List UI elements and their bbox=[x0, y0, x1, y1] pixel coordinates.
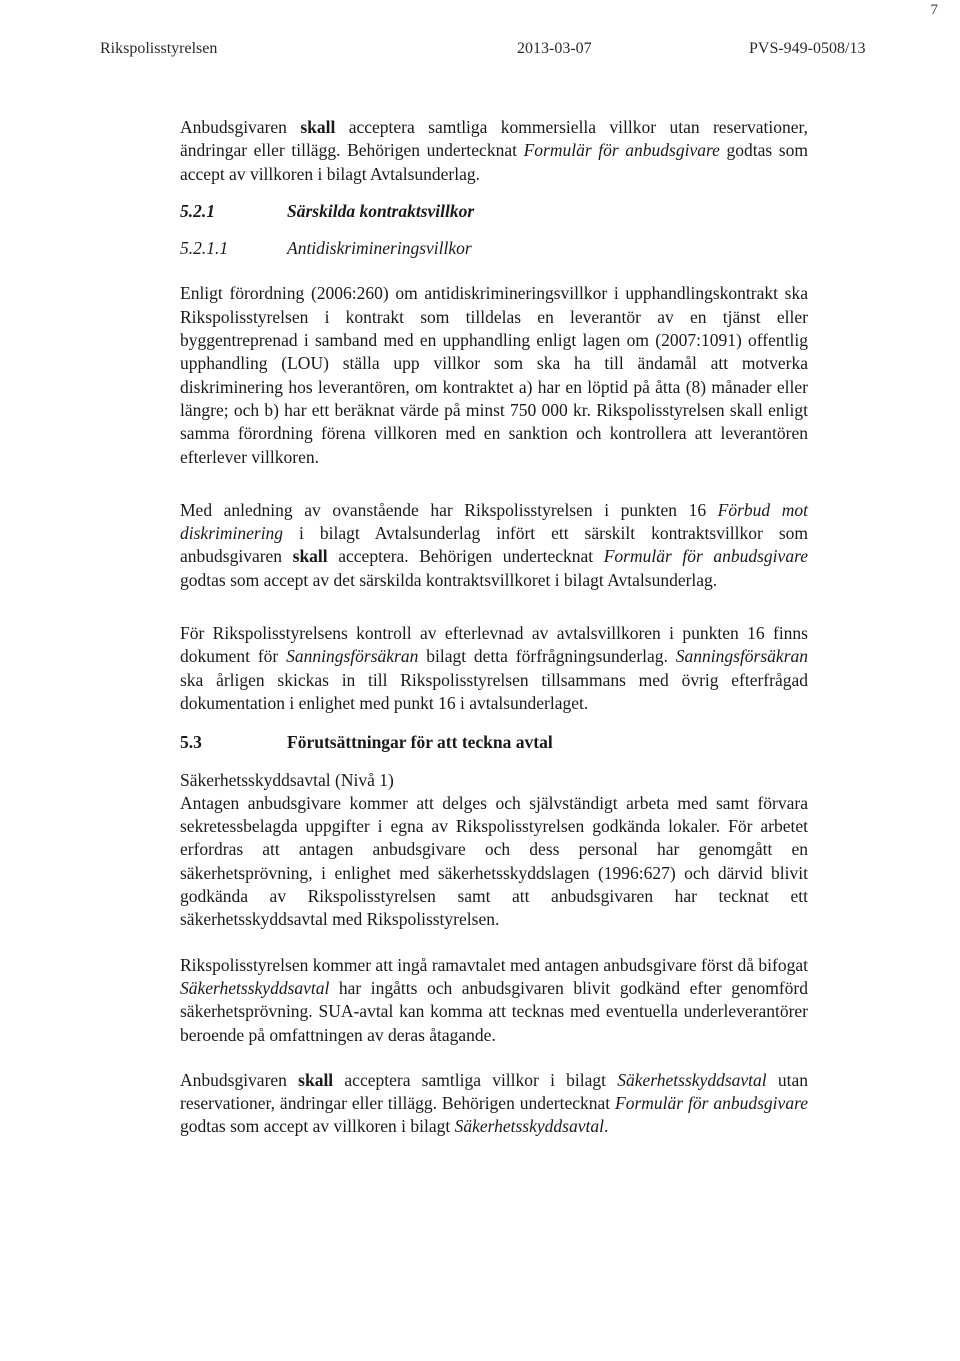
italic-text: Formulär för anbudsgivare bbox=[603, 546, 808, 567]
paragraph-control bbox=[180, 622, 808, 715]
text: bilagt detta förfrågningsunderlag. bbox=[418, 646, 676, 667]
text: Anbudsgivaren bbox=[180, 117, 301, 137]
paragraph-framework-agreement bbox=[180, 954, 808, 1047]
section-heading-5-2-1-1 bbox=[180, 237, 808, 260]
text: acceptera samtliga kommersiella villkor utan reservationer, ändringar eller tillägg. Behörigen undertecknat bbox=[180, 117, 808, 161]
header-reference: PVS-949-0508/13 bbox=[749, 40, 866, 57]
text: godtas som accept av villkoren i bilagt Avtalsunderlag. bbox=[180, 140, 808, 184]
bold-text: skall bbox=[298, 1069, 334, 1090]
section-number: 5.2.1.1 bbox=[180, 238, 229, 259]
section-heading-5-3 bbox=[180, 731, 808, 754]
text: har ingåtts och anbudsgivaren blivit godkänd efter genomförd säkerhetsprövning. SUA-avtal kan komma att tecknas med eventuella underleverantörer beroende på omfattningen av deras åtagande. bbox=[180, 977, 808, 1045]
text: . bbox=[603, 1116, 609, 1137]
page-number: 7 bbox=[930, 2, 938, 18]
text: Anbudsgivaren bbox=[180, 1069, 299, 1090]
bold-text: skall bbox=[292, 546, 328, 567]
header-organization: Rikspolisstyrelsen bbox=[100, 40, 218, 57]
italic-text: Säkerhetsskyddsavtal bbox=[180, 977, 330, 998]
page-header bbox=[0, 40, 960, 66]
paragraph-security-acceptance bbox=[180, 1069, 808, 1139]
italic-text: Förbud mot diskriminering bbox=[180, 499, 808, 544]
bold-text: skall bbox=[300, 117, 336, 137]
document-body bbox=[180, 116, 808, 1139]
italic-text: Formulär för anbudsgivare bbox=[523, 140, 720, 161]
header-date: 2013-03-07 bbox=[517, 40, 592, 57]
section-title: Förutsättningar för att teckna avtal bbox=[287, 732, 553, 753]
text: utan reservationer, ändringar eller tillägg. Behörigen undertecknat bbox=[180, 1069, 808, 1114]
text: godtas som accept av villkoren i bilagt bbox=[180, 1116, 455, 1137]
subheading-security-agreement: Säkerhetsskyddsavtal (Nivå 1) bbox=[180, 769, 394, 790]
text: ska årligen skickas in till Rikspolisstyrelsen tillsammans med övrig efterfrågad dokumentation i enlighet med punkt 16 i avtalsunderlaget. bbox=[180, 669, 808, 713]
italic-text: Säkerhetsskyddsavtal bbox=[454, 1116, 604, 1137]
section-number: 5.3 bbox=[180, 732, 202, 753]
paragraph-security-requirements: Antagen anbudsgivare kommer att delges och självständigt arbeta med samt förvara sekretessbelagda uppgifter i egna av Rikspolisstyrelsen godkända lokaler. För arbetet erfordras att antagen anbudsgivare och dess personal har genomgått en säkerhetsprövning, i enlighet med säkerhetsskyddslagen (1996:627) och därvid blivit godkända av Rikspolisstyrelsen samt att anbudsgivaren har tecknat ett säkerhetsskyddsavtal med Rikspolisstyrelsen. bbox=[180, 792, 808, 930]
paragraph-acceptance bbox=[180, 116, 808, 186]
section-heading-5-2-1 bbox=[180, 200, 808, 223]
italic-text: Säkerhetsskyddsavtal bbox=[617, 1069, 767, 1090]
paragraph-antidiscrimination: Enligt förordning (2006:260) om antidiskrimineringsvillkor i upphandlingskontrakt ska Rikspolisstyrelsen i kontrakt som tilldelas en leverantör av en tjänst eller byggentreprenad i samband med en upphandling enligt lagen om (2007:1091) offentlig upphandling (LOU) ställa upp villkor som ska ha till ändamål att motverka diskriminering hos leverantören, om kontraktet a) har en löptid på åtta (8) månader eller längre; och b) har ett beräknat värde på minst 750 000 kr. Rikspolisstyrelsen skall enligt samma förordning förena villkoren med en sanktion och kontrollera att leverantören efterlever villkoren. bbox=[180, 283, 808, 467]
section-title: Antidiskrimineringsvillkor bbox=[287, 238, 472, 259]
text: För Rikspolisstyrelsens kontroll av efterlevnad av avtalsvillkoren i punkten 16 finns dokument för bbox=[180, 623, 808, 667]
italic-text: Formulär för anbudsgivare bbox=[615, 1093, 808, 1114]
text: Rikspolisstyrelsen kommer att ingå ramavtalet med antagen anbudsgivare först då bifogat bbox=[180, 954, 808, 975]
section-title: Särskilda kontraktsvillkor bbox=[287, 200, 475, 221]
text: acceptera samtliga villkor i bilagt bbox=[333, 1069, 618, 1090]
text: godtas som accept av det särskilda kontraktsvillkoret i bilagt Avtalsunderlag. bbox=[180, 569, 718, 590]
paragraph-contract-clause bbox=[180, 499, 808, 592]
italic-text: Sanningsförsäkran bbox=[675, 646, 808, 667]
text: acceptera. Behörigen undertecknat bbox=[327, 546, 604, 567]
text: i bilagt Avtalsunderlag infört ett särskilt kontraktsvillkor som anbudsgivaren bbox=[180, 523, 808, 567]
text: Med anledning av ovanstående har Rikspolisstyrelsen i punkten 16 bbox=[180, 499, 718, 520]
italic-text: Sanningsförsäkran bbox=[286, 646, 419, 667]
section-number: 5.2.1 bbox=[180, 200, 215, 221]
